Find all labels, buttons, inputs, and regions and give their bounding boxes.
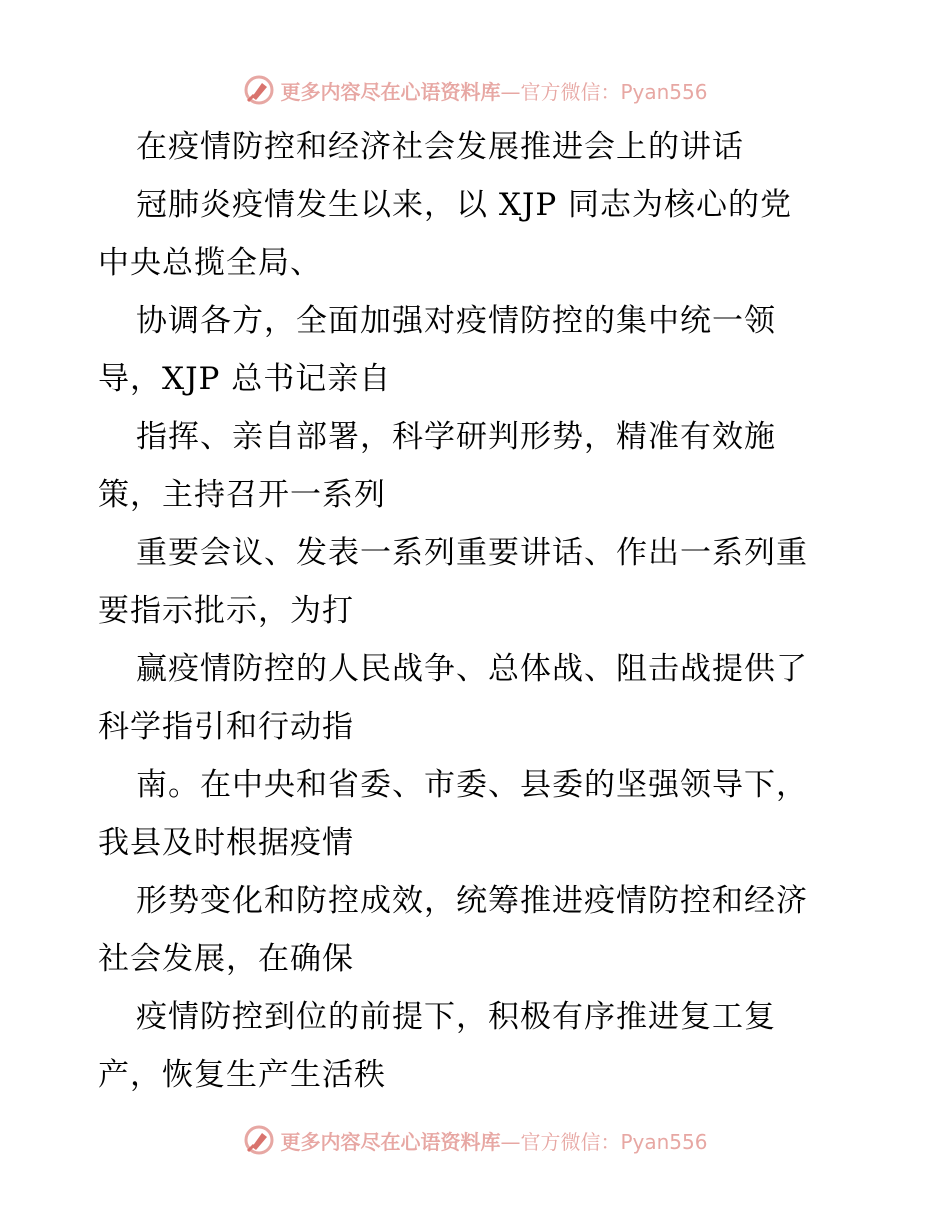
header-watermark bbox=[0, 70, 950, 110]
footer-watermark bbox=[0, 1120, 950, 1160]
text-line: 南。在中央和省委、市委、县委的坚强领导下， bbox=[136, 767, 808, 803]
text-line: 冠肺炎疫情发生以来，以 XJP 同志为核心的党 bbox=[136, 187, 793, 223]
text-line: 疫情防控到位的前提下，积极有序推进复工复 bbox=[136, 999, 776, 1035]
text-line: 导，XJP 总书记亲自 bbox=[98, 361, 392, 397]
text-line: 赢疫情防控的人民战争、总体战、阻击战提供了 bbox=[136, 651, 808, 687]
text-line: 形势变化和防控成效，统筹推进疫情防控和经济 bbox=[136, 883, 808, 919]
watermark-main-text: 更多内容尽在心语资料库 bbox=[280, 79, 501, 104]
text-line: 我县及时根据疫情 bbox=[98, 825, 354, 861]
text-line: 科学指引和行动指 bbox=[98, 709, 354, 745]
text-line: 重要会议、发表一系列重要讲话、作出一系列重 bbox=[136, 535, 808, 571]
watermark-main-text: 更多内容尽在心语资料库 bbox=[280, 1129, 501, 1154]
pen-nib-circle-icon bbox=[242, 73, 276, 107]
watermark-sub-text: —官方微信：Pyan556 bbox=[500, 1129, 708, 1154]
text-line: 产，恢复生产生活秩 bbox=[98, 1057, 386, 1093]
pen-nib-circle-icon bbox=[242, 1123, 276, 1157]
text-line: 策，主持召开一系列 bbox=[98, 477, 386, 513]
text-line: 指挥、亲自部署，科学研判形势，精准有效施 bbox=[136, 419, 776, 455]
text-line: 中央总揽全局、 bbox=[98, 245, 322, 281]
text-line: 协调各方，全面加强对疫情防控的集中统一领 bbox=[136, 303, 776, 339]
document-body bbox=[98, 118, 858, 1104]
document-title: 在疫情防控和经济社会发展推进会上的讲话 bbox=[136, 129, 744, 165]
watermark-sub-text: —官方微信：Pyan556 bbox=[500, 79, 708, 104]
text-line: 要指示批示，为打 bbox=[98, 593, 354, 629]
text-line: 社会发展，在确保 bbox=[98, 941, 354, 977]
